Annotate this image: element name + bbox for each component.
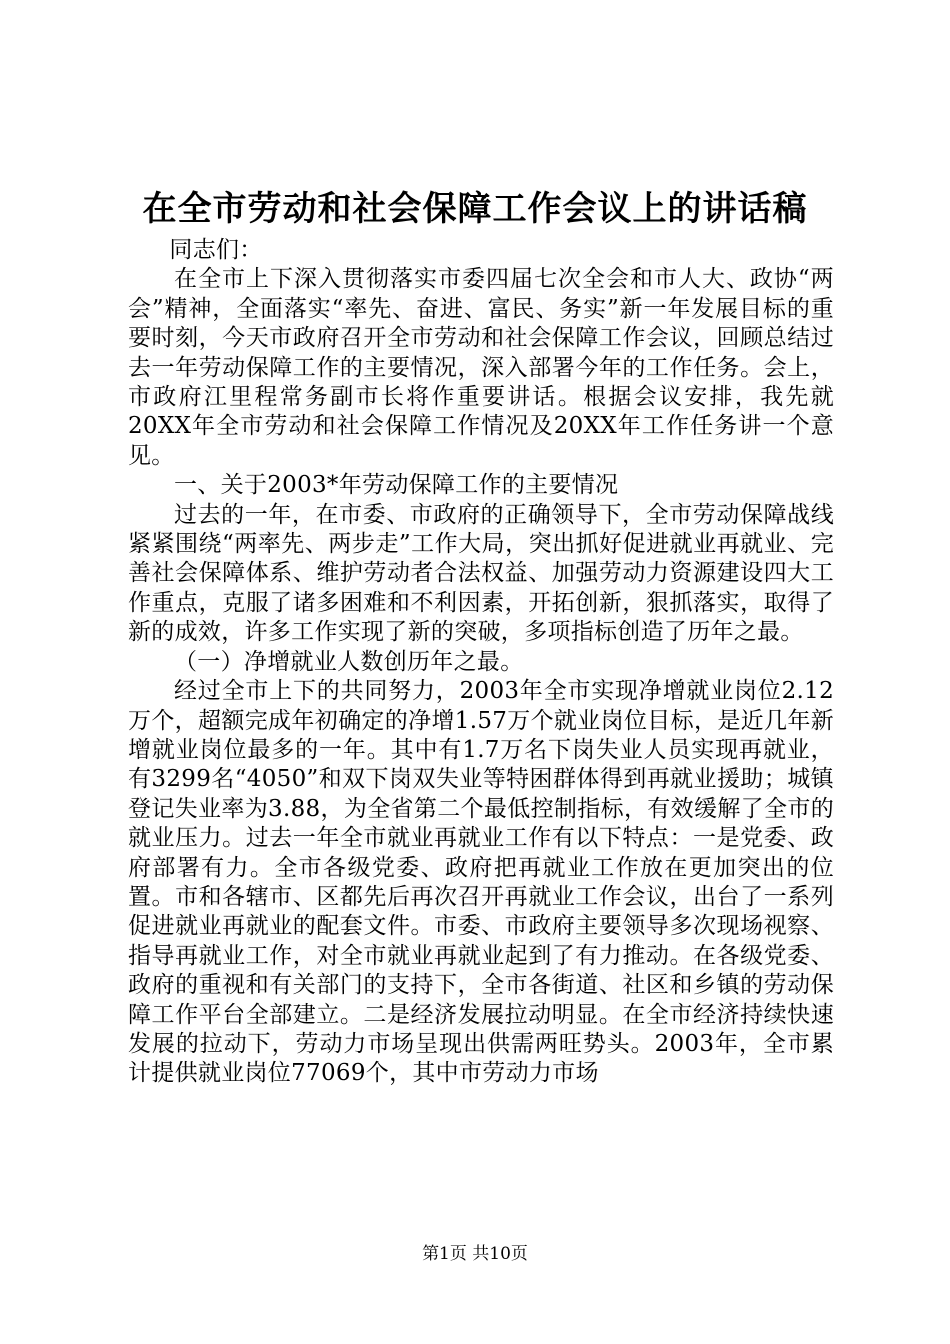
paragraph-review: 过去的一年，在市委、市政府的正确领导下，全市劳动保障战线紧紧围绕“两率先、两步走”工作大局，突出抓好促进就业再就业、完善社会保障体系、维护劳动者合法权益、加强劳动力资源建设四大工作重点，克服了诸多困难和不利因素，开拓创新，狠抓落实，取得了新的成效，许多工作实现了新的突破，多项指标创造了历年之最。 (128, 501, 834, 646)
document-body (128, 236, 834, 1089)
subsection-heading-1: （一）净增就业人数创历年之最。 (174, 648, 524, 675)
document-title: 在全市劳动和社会保障工作会议上的讲话稿 (142, 189, 808, 229)
paragraph-employment: 经过全市上下的共同努力，2003年全市实现净增就业岗位2.12万个，超额完成年初确定的净增1.57万个就业岗位目标，是近几年新增就业岗位最多的一年。其中有1.7万名下岗失业人员实现再就业，有3299名“4050”和双下岗双失业等特困群体得到再就业援助；城镇登记失业率为3.88，为全省第二个最低控制指标，有效缓解了全市的就业压力。过去一年全市就业再就业工作有以下特点：一是党委、政府部署有力。全市各级党委、政府把再就业工作放在更加突出的位置。市和各辖市、区都先后再次召开再就业工作会议，出台了一系列促进就业再就业的配套文件。市委、市政府主要领导多次现场视察、指导再就业工作，对全市就业再就业起到了有力推动。在各级党委、政府的重视和有关部门的支持下，全市各街道、社区和乡镇的劳动保障工作平台全部建立。二是经济发展拉动明显。在全市经济持续快速发展的拉动下，劳动力市场呈现出供需两旺势头。2003年，全市累计提供就业岗位77069个，其中市劳动力市场 (128, 678, 834, 1087)
page-footer: 第1页 共10页 (422, 1244, 528, 1264)
salutation: 同志们： (169, 237, 263, 263)
section-heading-1: 一、关于2003*年劳动保障工作的主要情况 (174, 472, 619, 499)
paragraph-intro: 在全市上下深入贯彻落实市委四届七次全会和市人大、政协“两会”精神，全面落实“率先、奋进、富民、务实”新一年发展目标的重要时刻，今天市政府召开全市劳动和社会保障工作会议，回顾总结过去一年劳动保障工作的主要情况，深入部署今年的工作任务。会上，市政府江里程常务副市长将作重要讲话。根据会议安排，我先就20XX年全市劳动和社会保障工作情况及20XX年工作任务讲一个意见。 (128, 266, 834, 469)
